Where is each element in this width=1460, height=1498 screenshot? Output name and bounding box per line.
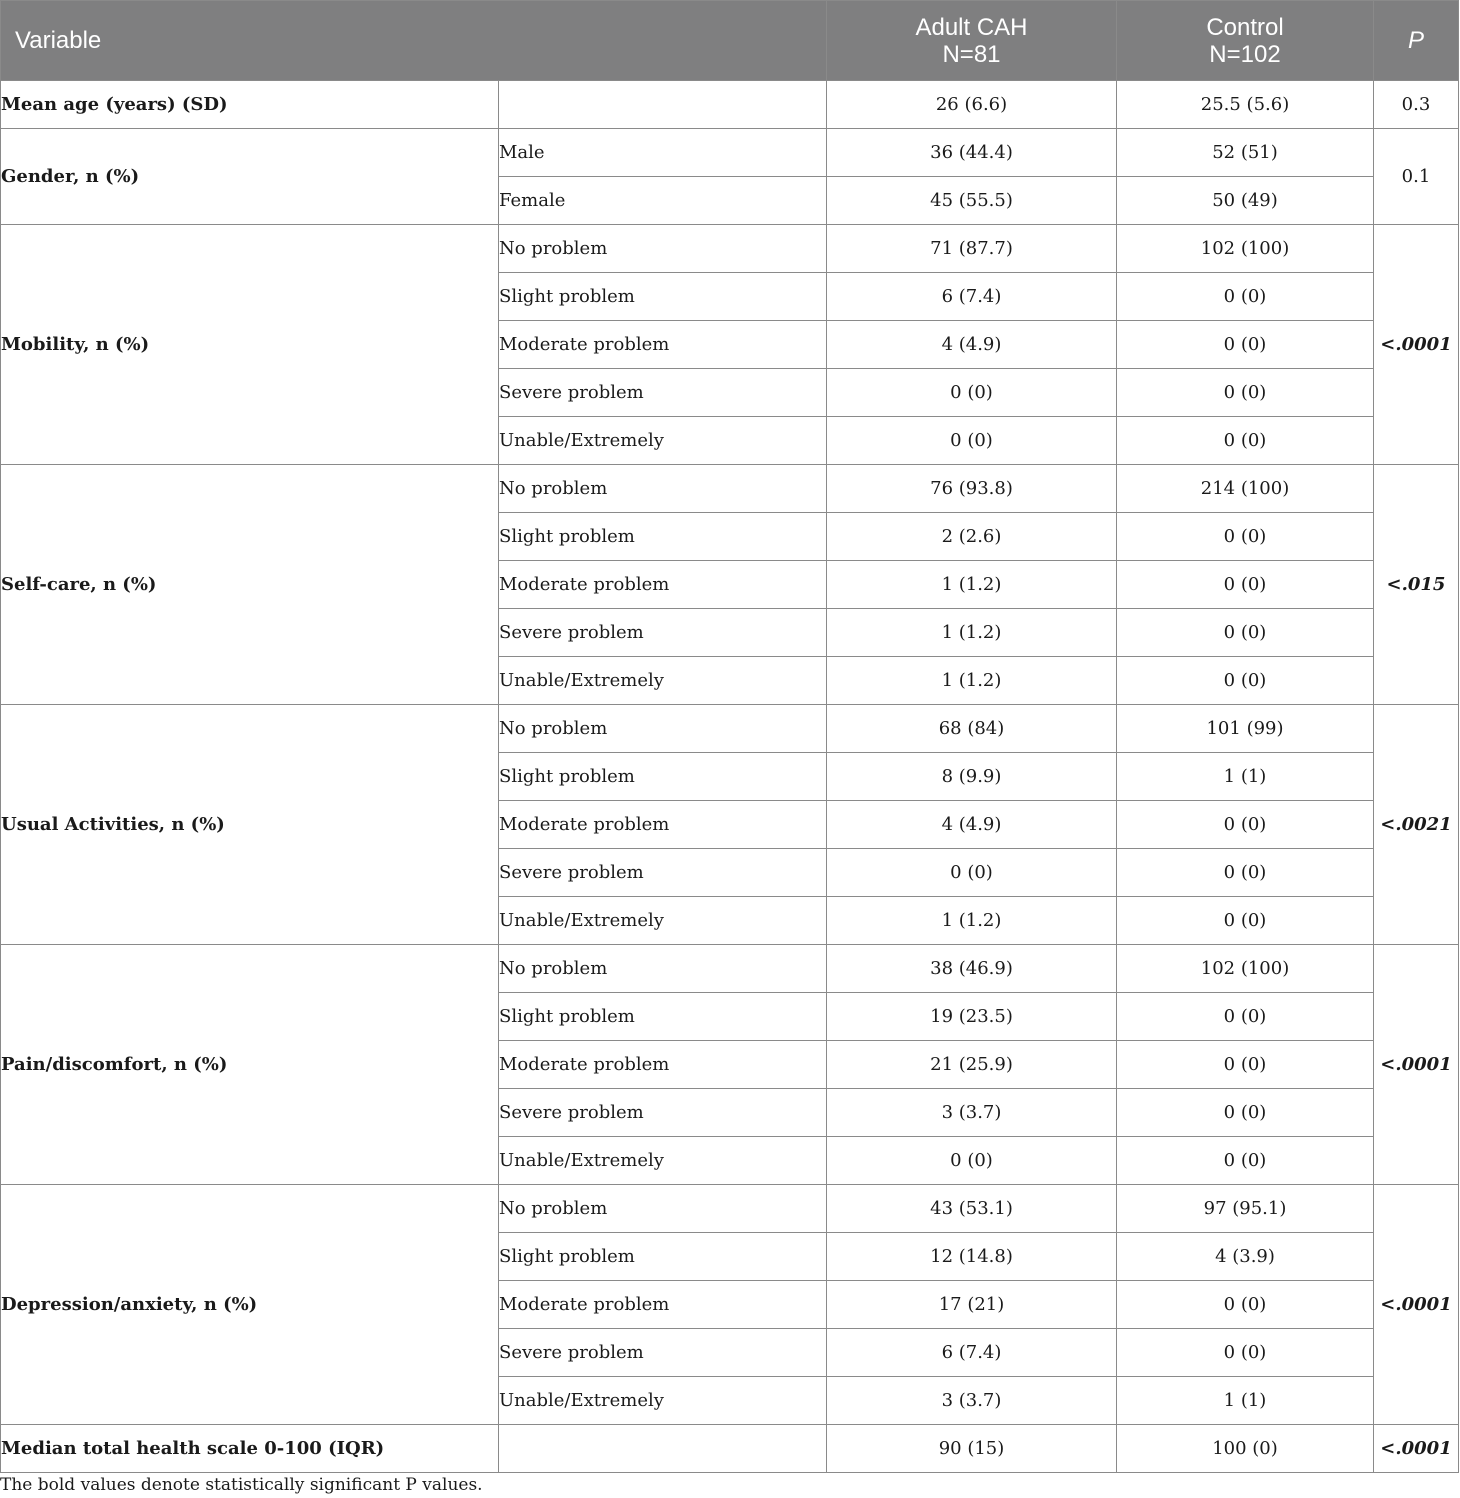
- row-level-label: Slight problem: [499, 513, 827, 561]
- cell-cah: 4 (4.9): [827, 321, 1117, 369]
- cell-cah-age: 26 (6.6): [827, 81, 1117, 129]
- header-row: [1, 1, 1459, 81]
- row-level-empty: [499, 81, 827, 129]
- row-level-label: Unable/Extremely: [499, 897, 827, 945]
- table-row-health-scale: [1, 1425, 1459, 1473]
- cell-control: 0 (0): [1117, 1329, 1374, 1377]
- cell-control: 0 (0): [1117, 1041, 1374, 1089]
- cell-control: 0 (0): [1117, 273, 1374, 321]
- row-level-label: Severe problem: [499, 1329, 827, 1377]
- cell-cah: 21 (25.9): [827, 1041, 1117, 1089]
- row-level-label: No problem: [499, 945, 827, 993]
- row-label-age: Mean age (years) (SD): [1, 81, 499, 129]
- row-level-label: Unable/Extremely: [499, 1137, 827, 1185]
- header-adult-cah: [827, 1, 1117, 81]
- cell-cah: 76 (93.8): [827, 465, 1117, 513]
- cell-control: 0 (0): [1117, 609, 1374, 657]
- row-level-label: Unable/Extremely: [499, 1377, 827, 1425]
- header-variable: Variable: [1, 1, 827, 81]
- cell-control: 0 (0): [1117, 561, 1374, 609]
- cell-cah: 0 (0): [827, 417, 1117, 465]
- row-level-label: Moderate problem: [499, 801, 827, 849]
- cell-control: 0 (0): [1117, 657, 1374, 705]
- cell-control: 97 (95.1): [1117, 1185, 1374, 1233]
- cell-control: 0 (0): [1117, 321, 1374, 369]
- cell-cah: 19 (23.5): [827, 993, 1117, 1041]
- cell-cah: 36 (44.4): [827, 129, 1117, 177]
- cell-p-value: <.0001: [1374, 225, 1459, 465]
- row-level-label: Slight problem: [499, 1233, 827, 1281]
- cell-control: 0 (0): [1117, 849, 1374, 897]
- cell-control: 0 (0): [1117, 513, 1374, 561]
- cell-cah: 2 (2.6): [827, 513, 1117, 561]
- cell-control: 0 (0): [1117, 801, 1374, 849]
- row-level-label: Severe problem: [499, 849, 827, 897]
- cell-control: 50 (49): [1117, 177, 1374, 225]
- cell-cah: 45 (55.5): [827, 177, 1117, 225]
- table-row-age: [1, 81, 1459, 129]
- cell-control: 101 (99): [1117, 705, 1374, 753]
- row-label-health-scale: Median total health scale 0-100 (IQR): [1, 1425, 499, 1473]
- cell-control: 0 (0): [1117, 993, 1374, 1041]
- cell-control: 102 (100): [1117, 945, 1374, 993]
- cell-cah: 8 (9.9): [827, 753, 1117, 801]
- table-body: [1, 81, 1459, 1473]
- table-row: [1, 1185, 1459, 1233]
- table-row: [1, 225, 1459, 273]
- row-group-label: Depression/anxiety, n (%): [1, 1185, 499, 1425]
- row-level-label: Female: [499, 177, 827, 225]
- row-level-label: Slight problem: [499, 273, 827, 321]
- cell-control: 4 (3.9): [1117, 1233, 1374, 1281]
- table-row: [1, 129, 1459, 177]
- cell-cah: 3 (3.7): [827, 1089, 1117, 1137]
- cell-control: 0 (0): [1117, 369, 1374, 417]
- row-level-empty: [499, 1425, 827, 1473]
- cell-p-value: 0.1: [1374, 129, 1459, 225]
- header-adult-cah-n: N=81: [942, 40, 1001, 68]
- row-level-label: Moderate problem: [499, 561, 827, 609]
- cell-cah: 1 (1.2): [827, 561, 1117, 609]
- header-p-value: P: [1374, 1, 1459, 81]
- header-control: [1117, 1, 1374, 81]
- row-group-label: Self-care, n (%): [1, 465, 499, 705]
- row-level-label: Severe problem: [499, 369, 827, 417]
- cell-control: 52 (51): [1117, 129, 1374, 177]
- cell-cah: 3 (3.7): [827, 1377, 1117, 1425]
- table-row: [1, 705, 1459, 753]
- row-level-label: Moderate problem: [499, 1281, 827, 1329]
- row-group-label: Gender, n (%): [1, 129, 499, 225]
- cell-cah: 0 (0): [827, 369, 1117, 417]
- cell-control: 0 (0): [1117, 1137, 1374, 1185]
- cell-cah: 43 (53.1): [827, 1185, 1117, 1233]
- row-level-label: Moderate problem: [499, 321, 827, 369]
- row-group-label: Usual Activities, n (%): [1, 705, 499, 945]
- cell-cah: 71 (87.7): [827, 225, 1117, 273]
- cell-cah: 68 (84): [827, 705, 1117, 753]
- table-footnote: The bold values denote statistically significant P values.: [0, 1475, 483, 1495]
- header-adult-cah-name: Adult CAH: [915, 13, 1028, 41]
- row-level-label: Male: [499, 129, 827, 177]
- header-control-n: N=102: [1209, 40, 1281, 68]
- cell-p-value: <.015: [1374, 465, 1459, 705]
- cell-control-age: 25.5 (5.6): [1117, 81, 1374, 129]
- cell-control: 0 (0): [1117, 1281, 1374, 1329]
- cell-control: 0 (0): [1117, 897, 1374, 945]
- cell-cah: 1 (1.2): [827, 897, 1117, 945]
- row-level-label: Severe problem: [499, 1089, 827, 1137]
- cell-cah: 6 (7.4): [827, 1329, 1117, 1377]
- row-group-label: Pain/discomfort, n (%): [1, 945, 499, 1185]
- cell-cah: 17 (21): [827, 1281, 1117, 1329]
- cell-cah: 38 (46.9): [827, 945, 1117, 993]
- row-group-label: Mobility, n (%): [1, 225, 499, 465]
- cell-cah: 1 (1.2): [827, 609, 1117, 657]
- cell-p-health-scale: <.0001: [1374, 1425, 1459, 1473]
- cell-cah-health-scale: 90 (15): [827, 1425, 1117, 1473]
- row-level-label: No problem: [499, 465, 827, 513]
- cell-control: 0 (0): [1117, 1089, 1374, 1137]
- row-level-label: Severe problem: [499, 609, 827, 657]
- cell-cah: 6 (7.4): [827, 273, 1117, 321]
- row-level-label: Slight problem: [499, 753, 827, 801]
- cell-control: 214 (100): [1117, 465, 1374, 513]
- cell-p-value: <.0001: [1374, 945, 1459, 1185]
- header-control-name: Control: [1206, 13, 1284, 41]
- cell-cah: 0 (0): [827, 849, 1117, 897]
- cell-p-value: <.0001: [1374, 1185, 1459, 1425]
- cell-cah: 4 (4.9): [827, 801, 1117, 849]
- row-level-label: Unable/Extremely: [499, 417, 827, 465]
- cell-control: 1 (1): [1117, 753, 1374, 801]
- cell-cah: 0 (0): [827, 1137, 1117, 1185]
- cell-control: 1 (1): [1117, 1377, 1374, 1425]
- row-level-label: No problem: [499, 705, 827, 753]
- row-level-label: No problem: [499, 1185, 827, 1233]
- table-header: [1, 1, 1459, 81]
- row-level-label: Slight problem: [499, 993, 827, 1041]
- table-row: [1, 465, 1459, 513]
- cell-control: 102 (100): [1117, 225, 1374, 273]
- row-level-label: Moderate problem: [499, 1041, 827, 1089]
- cell-control-health-scale: 100 (0): [1117, 1425, 1374, 1473]
- cell-control: 0 (0): [1117, 417, 1374, 465]
- row-level-label: No problem: [499, 225, 827, 273]
- row-level-label: Unable/Extremely: [499, 657, 827, 705]
- cell-cah: 12 (14.8): [827, 1233, 1117, 1281]
- cell-p-value: <.0021: [1374, 705, 1459, 945]
- cell-p-age: 0.3: [1374, 81, 1459, 129]
- cell-cah: 1 (1.2): [827, 657, 1117, 705]
- table-row: [1, 945, 1459, 993]
